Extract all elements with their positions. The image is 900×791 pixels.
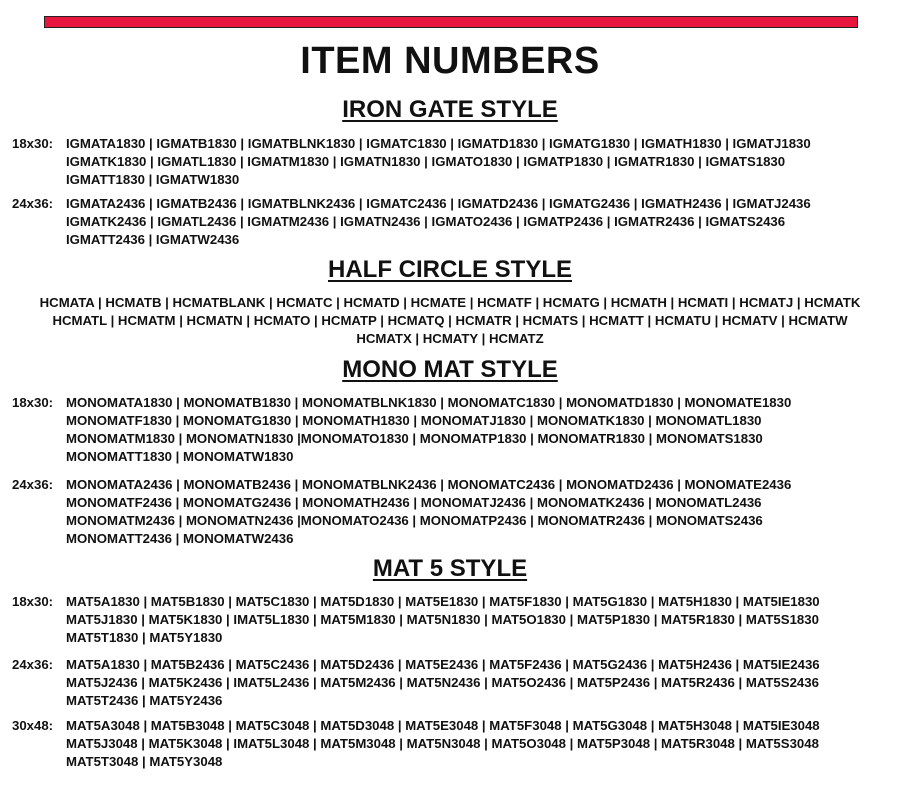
item-code-line: IGMATA1830 | IGMATB1830 | IGMATBLNK1830 | IGMATC1830 | IGMATD1830 | IGMATG1830 | IGMATH1830 | IGMATJ1830	[66, 136, 811, 151]
size-label: 18x30:	[12, 594, 54, 609]
size-label: 24x36:	[12, 477, 54, 492]
item-code-line: MONOMATA2436 | MONOMATB2436 | MONOMATBLNK2436 | MONOMATC2436 | MONOMATD2436 | MONOMATE2436	[66, 477, 792, 492]
item-codes	[66, 394, 882, 466]
item-code-line: MAT5T1830 | MAT5Y1830	[66, 630, 223, 645]
header-accent-bar	[44, 16, 858, 28]
item-code-line: HCMATX | HCMATY | HCMATZ	[356, 331, 544, 346]
mat5-size-row-24x36	[12, 656, 882, 710]
item-code-line: MAT5A1830 | MAT5B2436 | MAT5C2436 | MAT5D2436 | MAT5E2436 | MAT5F2436 | MAT5G2436 | MAT5H2436 | MAT5IE2436	[66, 657, 820, 672]
item-code-line: MONOMATM2436 | MONOMATN2436 |MONOMATO2436 | MONOMATP2436 | MONOMATR2436 | MONOMATS2436	[66, 513, 763, 528]
item-code-line: IGMATT1830 | IGMATW1830	[66, 172, 240, 187]
item-code-line: MONOMATT1830 | MONOMATW1830	[66, 449, 294, 464]
mono-mat-size-row-24x36	[12, 476, 882, 548]
item-code-line: MAT5J2436 | MAT5K2436 | IMAT5L2436 | MAT5M2436 | MAT5N2436 | MAT5O2436 | MAT5P2436 | MAT5R2436 | MAT5S2436	[66, 675, 819, 690]
item-codes	[66, 717, 882, 771]
item-code-line: IGMATA2436 | IGMATB2436 | IGMATBLNK2436 | IGMATC2436 | IGMATD2436 | IGMATG2436 | IGMATH2436 | IGMATJ2436	[66, 196, 811, 211]
item-codes	[66, 195, 882, 249]
mat5-size-row-30x48	[12, 717, 882, 771]
iron-gate-size-row-24x36	[12, 195, 882, 249]
item-code-line: IGMATK2436 | IGMATL2436 | IGMATM2436 | IGMATN2436 | IGMATO2436 | IGMATP2436 | IGMATR2436 | IGMATS2436	[66, 214, 786, 229]
section-title-iron-gate: IRON GATE STYLE	[342, 96, 558, 123]
item-code-line: MAT5T2436 | MAT5Y2436	[66, 693, 223, 708]
item-code-line: HCMATA | HCMATB | HCMATBLANK | HCMATC | HCMATD | HCMATE | HCMATF | HCMATG | HCMATH | HCMATI | HCMATJ | HCMATK	[39, 295, 861, 310]
size-label: 24x36:	[12, 196, 54, 211]
half-circle-codes	[10, 294, 890, 348]
section-title-mat5: MAT 5 STYLE	[372, 555, 528, 582]
item-codes	[66, 135, 882, 189]
item-code-line: IGMATK1830 | IGMATL1830 | IGMATM1830 | IGMATN1830 | IGMATO1830 | IGMATP1830 | IGMATR1830 | IGMATS1830	[66, 154, 786, 169]
size-label: 18x30:	[12, 136, 54, 151]
item-code-line: MONOMATF2436 | MONOMATG2436 | MONOMATH2436 | MONOMATJ2436 | MONOMATK2436 | MONOMATL2436	[66, 495, 762, 510]
item-code-line: MONOMATF1830 | MONOMATG1830 | MONOMATH1830 | MONOMATJ1830 | MONOMATK1830 | MONOMATL1830	[66, 413, 762, 428]
item-code-line: IGMATT2436 | IGMATW2436	[66, 232, 240, 247]
page-title: ITEM NUMBERS	[300, 40, 600, 82]
item-code-line: MAT5A1830 | MAT5B1830 | MAT5C1830 | MAT5D1830 | MAT5E1830 | MAT5F1830 | MAT5G1830 | MAT5H1830 | MAT5IE1830	[66, 594, 820, 609]
section-title-half-circle: HALF CIRCLE STYLE	[328, 256, 572, 283]
item-code-line: MONOMATM1830 | MONOMATN1830 |MONOMATO1830 | MONOMATP1830 | MONOMATR1830 | MONOMATS1830	[66, 431, 763, 446]
section-title-mono-mat: MONO MAT STYLE	[342, 356, 558, 383]
item-code-line: MAT5J3048 | MAT5K3048 | IMAT5L3048 | MAT5M3048 | MAT5N3048 | MAT5O3048 | MAT5P3048 | MAT5R3048 | MAT5S3048	[66, 736, 819, 751]
item-codes	[66, 476, 882, 548]
item-code-line: MONOMATT2436 | MONOMATW2436	[66, 531, 294, 546]
size-label: 18x30:	[12, 395, 54, 410]
item-codes	[66, 593, 882, 647]
item-codes	[66, 656, 882, 710]
size-label: 24x36:	[12, 657, 54, 672]
item-code-line: MAT5T3048 | MAT5Y3048	[66, 754, 223, 769]
iron-gate-size-row-18x30	[12, 135, 882, 189]
item-code-line: HCMATL | HCMATM | HCMATN | HCMATO | HCMATP | HCMATQ | HCMATR | HCMATS | HCMATT | HCMATU | HCMATV | HCMATW	[52, 313, 848, 328]
size-label: 30x48:	[12, 718, 54, 733]
mono-mat-size-row-18x30	[12, 394, 882, 466]
item-code-line: MONOMATA1830 | MONOMATB1830 | MONOMATBLNK1830 | MONOMATC1830 | MONOMATD1830 | MONOMATE1830	[66, 395, 792, 410]
item-code-line: MAT5J1830 | MAT5K1830 | IMAT5L1830 | MAT5M1830 | MAT5N1830 | MAT5O1830 | MAT5P1830 | MAT5R1830 | MAT5S1830	[66, 612, 819, 627]
mat5-size-row-18x30	[12, 593, 882, 647]
item-code-line: MAT5A3048 | MAT5B3048 | MAT5C3048 | MAT5D3048 | MAT5E3048 | MAT5F3048 | MAT5G3048 | MAT5H3048 | MAT5IE3048	[66, 718, 820, 733]
